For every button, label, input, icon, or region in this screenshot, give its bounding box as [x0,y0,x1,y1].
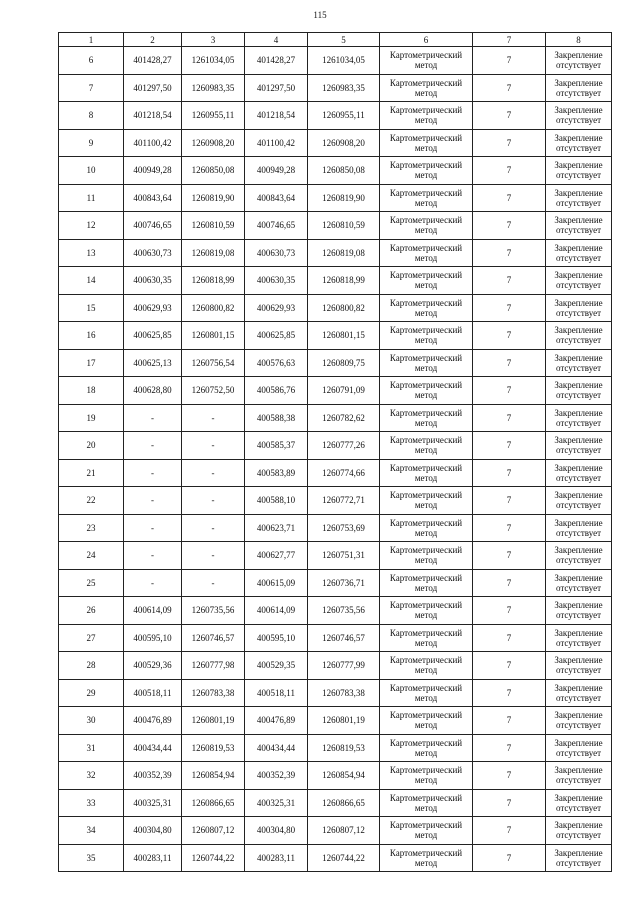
accuracy-cell: 7 [473,817,546,845]
table-body [59,47,612,872]
x-old-cell: 400843,64 [124,184,182,212]
accuracy-cell: 7 [473,184,546,212]
y-old-cell: 1260746,57 [182,624,245,652]
y-old-cell: 1260744,22 [182,844,245,872]
x-new-cell: 400949,28 [245,157,308,185]
accuracy-cell: 7 [473,129,546,157]
fixing-cell: Закрепление отсутствует [546,734,612,762]
table-row [59,47,612,75]
y-new-cell: 1260801,19 [308,707,380,735]
x-old-cell: 401100,42 [124,129,182,157]
accuracy-cell: 7 [473,267,546,295]
y-new-cell: 1260819,08 [308,239,380,267]
method-cell: Картометрический метод [380,679,473,707]
method-cell: Картометрический метод [380,487,473,515]
fixing-cell: Закрепление отсутствует [546,157,612,185]
y-old-cell: 1260801,19 [182,707,245,735]
x-new-cell: 400627,77 [245,542,308,570]
y-new-cell: 1260783,38 [308,679,380,707]
table-row [59,404,612,432]
accuracy-cell: 7 [473,157,546,185]
header-cell: 3 [182,33,245,47]
y-new-cell: 1260908,20 [308,129,380,157]
x-old-cell: - [124,514,182,542]
accuracy-cell: 7 [473,239,546,267]
y-old-cell: 1260819,53 [182,734,245,762]
point-number-cell: 23 [59,514,124,542]
y-new-cell: 1260774,66 [308,459,380,487]
y-old-cell: 1260800,82 [182,294,245,322]
y-old-cell: 1260866,65 [182,789,245,817]
method-cell: Картометрический метод [380,707,473,735]
x-new-cell: 400325,31 [245,789,308,817]
x-new-cell: 400843,64 [245,184,308,212]
table-row [59,514,612,542]
method-cell: Картометрический метод [380,844,473,872]
x-old-cell: - [124,569,182,597]
y-old-cell: - [182,542,245,570]
fixing-cell: Закрепление отсутствует [546,74,612,102]
y-old-cell: 1260955,11 [182,102,245,130]
accuracy-cell: 7 [473,514,546,542]
method-cell: Картометрический метод [380,734,473,762]
fixing-cell: Закрепление отсутствует [546,184,612,212]
x-old-cell: 400283,11 [124,844,182,872]
accuracy-cell: 7 [473,404,546,432]
accuracy-cell: 7 [473,294,546,322]
y-old-cell: - [182,487,245,515]
y-old-cell: 1260819,90 [182,184,245,212]
fixing-cell: Закрепление отсутствует [546,817,612,845]
method-cell: Картометрический метод [380,239,473,267]
x-old-cell: 400630,35 [124,267,182,295]
fixing-cell: Закрепление отсутствует [546,542,612,570]
point-number-cell: 32 [59,762,124,790]
accuracy-cell: 7 [473,624,546,652]
accuracy-cell: 7 [473,377,546,405]
method-cell: Картометрический метод [380,542,473,570]
x-new-cell: 400625,85 [245,322,308,350]
x-new-cell: 401297,50 [245,74,308,102]
x-old-cell: 400629,93 [124,294,182,322]
point-number-cell: 17 [59,349,124,377]
x-new-cell: 401428,27 [245,47,308,75]
point-number-cell: 27 [59,624,124,652]
table-row [59,212,612,240]
y-new-cell: 1260819,53 [308,734,380,762]
point-number-cell: 7 [59,74,124,102]
point-number-cell: 31 [59,734,124,762]
point-number-cell: 11 [59,184,124,212]
y-old-cell: 1260801,15 [182,322,245,350]
fixing-cell: Закрепление отсутствует [546,762,612,790]
x-old-cell: 400529,36 [124,652,182,680]
table-row [59,817,612,845]
fixing-cell: Закрепление отсутствует [546,789,612,817]
x-old-cell: 400949,28 [124,157,182,185]
x-new-cell: 400434,44 [245,734,308,762]
point-number-cell: 12 [59,212,124,240]
y-old-cell: 1260818,99 [182,267,245,295]
x-new-cell: 400576,63 [245,349,308,377]
accuracy-cell: 7 [473,212,546,240]
x-new-cell: 400614,09 [245,597,308,625]
table-row [59,349,612,377]
x-new-cell: 400476,89 [245,707,308,735]
y-new-cell: 1260736,71 [308,569,380,597]
table-row [59,459,612,487]
method-cell: Картометрический метод [380,102,473,130]
y-new-cell: 1260751,31 [308,542,380,570]
table-row [59,377,612,405]
point-number-cell: 16 [59,322,124,350]
y-old-cell: 1260908,20 [182,129,245,157]
accuracy-cell: 7 [473,762,546,790]
table-row [59,844,612,872]
point-number-cell: 19 [59,404,124,432]
x-old-cell: 400304,80 [124,817,182,845]
y-old-cell: 1260850,08 [182,157,245,185]
point-number-cell: 24 [59,542,124,570]
y-new-cell: 1260819,90 [308,184,380,212]
point-number-cell: 29 [59,679,124,707]
x-new-cell: 400518,11 [245,679,308,707]
accuracy-cell: 7 [473,652,546,680]
x-old-cell: 400625,85 [124,322,182,350]
y-new-cell: 1260801,15 [308,322,380,350]
y-new-cell: 1260782,62 [308,404,380,432]
y-old-cell: 1260756,54 [182,349,245,377]
x-old-cell: - [124,459,182,487]
fixing-cell: Закрепление отсутствует [546,349,612,377]
y-new-cell: 1260955,11 [308,102,380,130]
table-row [59,597,612,625]
fixing-cell: Закрепление отсутствует [546,487,612,515]
x-old-cell: - [124,432,182,460]
y-old-cell: - [182,459,245,487]
x-new-cell: 400352,39 [245,762,308,790]
accuracy-cell: 7 [473,432,546,460]
x-new-cell: 400588,38 [245,404,308,432]
y-old-cell: 1260783,38 [182,679,245,707]
x-new-cell: 400283,11 [245,844,308,872]
x-old-cell: 400518,11 [124,679,182,707]
x-old-cell: 400746,65 [124,212,182,240]
coordinates-table [58,32,612,872]
header-cell: 7 [473,33,546,47]
y-old-cell: 1260983,35 [182,74,245,102]
method-cell: Картометрический метод [380,514,473,542]
method-cell: Картометрический метод [380,322,473,350]
accuracy-cell: 7 [473,597,546,625]
accuracy-cell: 7 [473,707,546,735]
fixing-cell: Закрепление отсутствует [546,459,612,487]
method-cell: Картометрический метод [380,377,473,405]
point-number-cell: 33 [59,789,124,817]
x-old-cell: - [124,487,182,515]
fixing-cell: Закрепление отсутствует [546,624,612,652]
table-row [59,542,612,570]
x-old-cell: 400625,13 [124,349,182,377]
method-cell: Картометрический метод [380,404,473,432]
point-number-cell: 34 [59,817,124,845]
point-number-cell: 35 [59,844,124,872]
table-row [59,624,612,652]
accuracy-cell: 7 [473,322,546,350]
accuracy-cell: 7 [473,459,546,487]
x-new-cell: 400629,93 [245,294,308,322]
method-cell: Картометрический метод [380,762,473,790]
table-row [59,102,612,130]
point-number-cell: 8 [59,102,124,130]
y-old-cell: 1260819,08 [182,239,245,267]
table-header [59,33,612,47]
accuracy-cell: 7 [473,74,546,102]
method-cell: Картометрический метод [380,597,473,625]
point-number-cell: 18 [59,377,124,405]
x-new-cell: 400630,35 [245,267,308,295]
point-number-cell: 25 [59,569,124,597]
x-old-cell: 401218,54 [124,102,182,130]
table-row [59,129,612,157]
x-old-cell: 400352,39 [124,762,182,790]
table-row [59,762,612,790]
y-new-cell: 1260777,99 [308,652,380,680]
y-new-cell: 1260777,26 [308,432,380,460]
method-cell: Картометрический метод [380,432,473,460]
point-number-cell: 13 [59,239,124,267]
table-row [59,239,612,267]
y-new-cell: 1260744,22 [308,844,380,872]
method-cell: Картометрический метод [380,184,473,212]
table-row [59,432,612,460]
table-row [59,707,612,735]
method-cell: Картометрический метод [380,129,473,157]
table-row [59,267,612,295]
x-new-cell: 400304,80 [245,817,308,845]
table-row [59,322,612,350]
x-old-cell: - [124,542,182,570]
x-new-cell: 400595,10 [245,624,308,652]
accuracy-cell: 7 [473,569,546,597]
method-cell: Картометрический метод [380,267,473,295]
table-row [59,679,612,707]
method-cell: Картометрический метод [380,789,473,817]
fixing-cell: Закрепление отсутствует [546,239,612,267]
table-row [59,487,612,515]
x-new-cell: 400615,09 [245,569,308,597]
x-old-cell: 400614,09 [124,597,182,625]
fixing-cell: Закрепление отсутствует [546,129,612,157]
header-cell: 5 [308,33,380,47]
table-row [59,294,612,322]
y-old-cell: 1260777,98 [182,652,245,680]
y-new-cell: 1260746,57 [308,624,380,652]
y-new-cell: 1260753,69 [308,514,380,542]
x-old-cell: 400434,44 [124,734,182,762]
table-row [59,184,612,212]
fixing-cell: Закрепление отсутствует [546,597,612,625]
method-cell: Картометрический метод [380,817,473,845]
point-number-cell: 15 [59,294,124,322]
header-row [59,33,612,47]
method-cell: Картометрический метод [380,569,473,597]
x-old-cell: 400476,89 [124,707,182,735]
header-cell: 2 [124,33,182,47]
method-cell: Картометрический метод [380,624,473,652]
fixing-cell: Закрепление отсутствует [546,47,612,75]
page-number: 115 [313,10,327,20]
x-old-cell: - [124,404,182,432]
header-cell: 4 [245,33,308,47]
y-old-cell: - [182,514,245,542]
y-old-cell: 1260810,59 [182,212,245,240]
x-new-cell: 401218,54 [245,102,308,130]
y-old-cell: - [182,432,245,460]
x-old-cell: 401428,27 [124,47,182,75]
y-new-cell: 1260854,94 [308,762,380,790]
x-new-cell: 400583,89 [245,459,308,487]
method-cell: Картометрический метод [380,74,473,102]
y-old-cell: - [182,569,245,597]
accuracy-cell: 7 [473,844,546,872]
method-cell: Картометрический метод [380,459,473,487]
fixing-cell: Закрепление отсутствует [546,679,612,707]
fixing-cell: Закрепление отсутствует [546,322,612,350]
y-new-cell: 1261034,05 [308,47,380,75]
point-number-cell: 22 [59,487,124,515]
y-new-cell: 1260735,56 [308,597,380,625]
fixing-cell: Закрепление отсутствует [546,377,612,405]
x-old-cell: 400630,73 [124,239,182,267]
table-row [59,157,612,185]
fixing-cell: Закрепление отсутствует [546,102,612,130]
x-old-cell: 400595,10 [124,624,182,652]
y-new-cell: 1260983,35 [308,74,380,102]
point-number-cell: 26 [59,597,124,625]
x-old-cell: 401297,50 [124,74,182,102]
point-number-cell: 14 [59,267,124,295]
y-new-cell: 1260791,09 [308,377,380,405]
header-cell: 1 [59,33,124,47]
point-number-cell: 10 [59,157,124,185]
point-number-cell: 20 [59,432,124,460]
y-old-cell: 1260735,56 [182,597,245,625]
method-cell: Картометрический метод [380,349,473,377]
fixing-cell: Закрепление отсутствует [546,569,612,597]
table-row [59,789,612,817]
y-new-cell: 1260810,59 [308,212,380,240]
header-cell: 8 [546,33,612,47]
y-old-cell: 1260807,12 [182,817,245,845]
method-cell: Картометрический метод [380,212,473,240]
point-number-cell: 28 [59,652,124,680]
fixing-cell: Закрепление отсутствует [546,212,612,240]
point-number-cell: 6 [59,47,124,75]
table-row [59,652,612,680]
point-number-cell: 9 [59,129,124,157]
point-number-cell: 21 [59,459,124,487]
accuracy-cell: 7 [473,102,546,130]
fixing-cell: Закрепление отсутствует [546,844,612,872]
fixing-cell: Закрепление отсутствует [546,294,612,322]
fixing-cell: Закрепление отсутствует [546,707,612,735]
accuracy-cell: 7 [473,734,546,762]
accuracy-cell: 7 [473,679,546,707]
x-new-cell: 400630,73 [245,239,308,267]
x-new-cell: 401100,42 [245,129,308,157]
y-old-cell: 1260854,94 [182,762,245,790]
accuracy-cell: 7 [473,47,546,75]
x-old-cell: 400628,80 [124,377,182,405]
method-cell: Картометрический метод [380,47,473,75]
y-new-cell: 1260772,71 [308,487,380,515]
fixing-cell: Закрепление отсутствует [546,514,612,542]
method-cell: Картометрический метод [380,652,473,680]
table-row [59,569,612,597]
x-new-cell: 400746,65 [245,212,308,240]
y-new-cell: 1260866,65 [308,789,380,817]
header-cell: 6 [380,33,473,47]
x-old-cell: 400325,31 [124,789,182,817]
y-old-cell: 1261034,05 [182,47,245,75]
fixing-cell: Закрепление отсутствует [546,404,612,432]
y-new-cell: 1260807,12 [308,817,380,845]
y-old-cell: - [182,404,245,432]
accuracy-cell: 7 [473,542,546,570]
table-row [59,74,612,102]
fixing-cell: Закрепление отсутствует [546,652,612,680]
accuracy-cell: 7 [473,349,546,377]
x-new-cell: 400623,71 [245,514,308,542]
x-new-cell: 400529,35 [245,652,308,680]
method-cell: Картометрический метод [380,157,473,185]
y-old-cell: 1260752,50 [182,377,245,405]
table-row [59,734,612,762]
accuracy-cell: 7 [473,487,546,515]
point-number-cell: 30 [59,707,124,735]
y-new-cell: 1260850,08 [308,157,380,185]
x-new-cell: 400586,76 [245,377,308,405]
x-new-cell: 400585,37 [245,432,308,460]
method-cell: Картометрический метод [380,294,473,322]
x-new-cell: 400588,10 [245,487,308,515]
accuracy-cell: 7 [473,789,546,817]
y-new-cell: 1260800,82 [308,294,380,322]
fixing-cell: Закрепление отсутствует [546,432,612,460]
fixing-cell: Закрепление отсутствует [546,267,612,295]
y-new-cell: 1260809,75 [308,349,380,377]
y-new-cell: 1260818,99 [308,267,380,295]
